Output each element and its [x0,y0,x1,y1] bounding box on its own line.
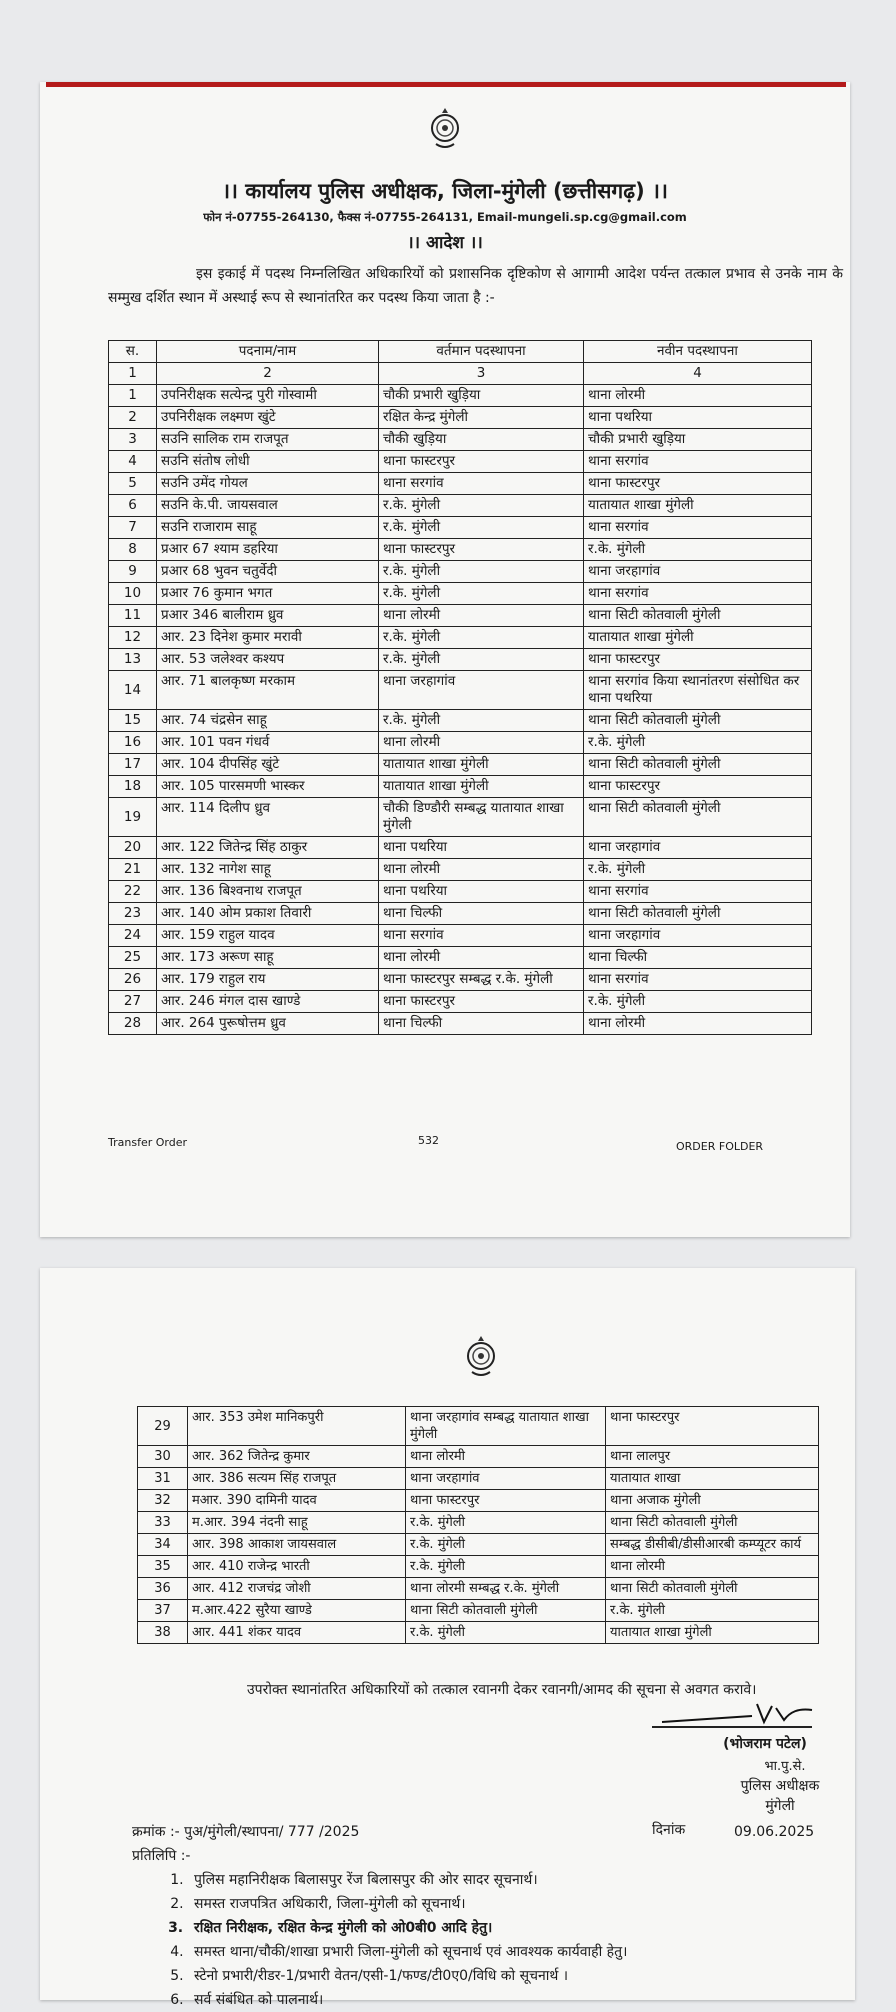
serial-cell: 34 [138,1534,188,1556]
new-posting-cell: थाना सिटी कोतवाली मुंगेली [606,1512,819,1534]
column-number: 4 [584,363,812,385]
name-cell: आर. 53 जलेश्वर कश्यप [157,649,379,671]
table-row [109,969,812,991]
serial-cell: 32 [138,1490,188,1512]
table-row [138,1468,819,1490]
column-number: 3 [379,363,584,385]
order-page-1 [40,82,850,1237]
current-posting-cell: थाना फास्टरपुर [379,451,584,473]
list-item: 6. सर्व संबंधित को पालनार्थ। [188,1988,808,2012]
new-posting-cell: थाना सिटी कोतवाली मुंगेली [584,798,812,837]
order-intro: इस इकाई में पदस्थ निम्नलिखित अधिकारियों को प्रशासनिक दृष्टिकोण से आगामी आदेश पर्यन्त तत्काल प्रभाव से उनके नाम के सम्मुख दर्शित स्थान में अस्थाई रूप से स्थानांतरित कर पदस्थ किया जाता है :- [108,266,843,306]
current-posting-cell: थाना फास्टरपुर सम्बद्ध र.के. मुंगेली [379,969,584,991]
office-title: ।। कार्यालय पुलिस अधीक्षक, जिला-मुंगेली (छत्तीसगढ़) ।। [222,179,668,203]
current-posting-cell: रक्षित केन्द्र मुंगेली [379,407,584,429]
current-posting-cell: थाना जरहागांव [406,1468,606,1490]
list-item: 4. समस्त थाना/चौकी/शाखा प्रभारी जिला-मुंगेली को सूचनार्थ एवं आवश्यक कार्यवाही हेतु। [188,1940,808,1964]
serial-cell: 23 [109,903,157,925]
new-posting-cell: थाना लोरमी [606,1556,819,1578]
serial-cell: 10 [109,583,157,605]
name-cell: मआर. 390 दामिनी यादव [188,1490,406,1512]
name-cell: आर. 173 अरूण साहू [157,947,379,969]
signatory-district: मुंगेली [765,1798,795,1814]
table-row [109,798,812,837]
serial-cell: 38 [138,1622,188,1644]
table-row [138,1556,819,1578]
serial-cell: 2 [109,407,157,429]
serial-cell: 27 [109,991,157,1013]
new-posting-cell: चौकी प्रभारी खुड़िया [584,429,812,451]
name-cell: प्रआर 346 बालीराम ध्रुव [157,605,379,627]
name-cell: आर. 104 दीपसिंह खुंटे [157,754,379,776]
table-row [109,451,812,473]
column-number: 2 [157,363,379,385]
table-row [109,903,812,925]
name-cell: आर. 140 ओम प्रकाश तिवारी [157,903,379,925]
footer-left: Transfer Order [108,1136,187,1149]
date-label: दिनांक [652,1822,686,1838]
name-cell: आर. 246 मंगल दास खाण्डे [157,991,379,1013]
name-cell: सउनि सालिक राम राजपूत [157,429,379,451]
name-cell: आर. 410 राजेन्द्र भारती [188,1556,406,1578]
column-header: स. [109,341,157,363]
current-posting-cell: यातायात शाखा मुंगेली [379,754,584,776]
closing-instruction: उपरोक्त स्थानांतरित अधिकारियों को तत्काल रवानगी देकर रवानगी/आमद की सूचना से अवगत करावे। [247,1682,757,1698]
new-posting-cell: थाना जरहागांव [584,837,812,859]
new-posting-cell: थाना चिल्फी [584,947,812,969]
new-posting-cell: थाना फास्टरपुर [606,1407,819,1446]
serial-cell: 26 [109,969,157,991]
table-row [109,649,812,671]
new-posting-cell: थाना फास्टरपुर [584,776,812,798]
current-posting-cell: र.के. मुंगेली [406,1622,606,1644]
new-posting-cell: थाना फास्टरपुर [584,649,812,671]
name-cell: आर. 136 बिश्वनाथ राजपूत [157,881,379,903]
serial-cell: 14 [109,671,157,710]
current-posting-cell: थाना पथरिया [379,881,584,903]
name-cell: आर. 23 दिनेश कुमार मरावी [157,627,379,649]
current-posting-cell: थाना सरगांव [379,925,584,947]
signatory-name: (भोजराम पटेल) [723,1736,807,1752]
table-row [138,1490,819,1512]
current-posting-cell: थाना फास्टरपुर [379,539,584,561]
name-cell: म.आर.422 सुरैया खाण्डे [188,1600,406,1622]
serial-cell: 28 [109,1013,157,1035]
name-cell: आर. 132 नागेश साहू [157,859,379,881]
current-posting-cell: चौकी खुड़िया [379,429,584,451]
current-posting-cell: थाना जरहागांव [379,671,584,710]
current-posting-cell: र.के. मुंगेली [379,561,584,583]
column-header: वर्तमान पदस्थापना [379,341,584,363]
table-row [138,1622,819,1644]
list-item: 3. रक्षित निरीक्षक, रक्षित केन्द्र मुंगेली को ओ0बी0 आदि हेतु। [188,1916,808,1940]
name-cell: उपनिरीक्षक सत्येन्द्र पुरी गोस्वामी [157,385,379,407]
table-row [109,473,812,495]
table-row [109,495,812,517]
new-posting-cell: थाना सरगांव [584,969,812,991]
new-posting-cell: थाना अजाक मुंगेली [606,1490,819,1512]
new-posting-cell: थाना सरगांव [584,517,812,539]
new-posting-cell: थाना फास्टरपुर [584,473,812,495]
current-posting-cell: र.के. मुंगेली [406,1512,606,1534]
order-heading: ।। आदेश ।। [407,233,483,253]
name-cell: आर. 105 पारसमणी भास्कर [157,776,379,798]
list-item: 5. स्टेनो प्रभारी/रीडर-1/प्रभारी वेतन/एसी-1/फण्ड/टी0ए0/विधि को सूचनार्थ । [188,1964,808,1988]
signatory-designation: पुलिस अधीक्षक [740,1778,820,1794]
table-row [109,605,812,627]
current-posting-cell: थाना लोरमी सम्बद्ध र.के. मुंगेली [406,1578,606,1600]
table-row [109,429,812,451]
table-row [138,1512,819,1534]
new-posting-cell: यातायात शाखा मुंगेली [584,495,812,517]
table-row [109,754,812,776]
new-posting-cell: यातायात शाखा मुंगेली [606,1622,819,1644]
table-row [138,1600,819,1622]
current-posting-cell: थाना लोरमी [379,947,584,969]
serial-cell: 3 [109,429,157,451]
serial-cell: 31 [138,1468,188,1490]
table-row [109,925,812,947]
current-posting-cell: थाना लोरमी [379,859,584,881]
name-cell: आर. 398 आकाश जायसवाल [188,1534,406,1556]
current-posting-cell: र.के. मुंगेली [379,710,584,732]
table-row [138,1407,819,1446]
name-cell: सउनि उमेंद गोयल [157,473,379,495]
table-row [138,1578,819,1600]
table-row [109,732,812,754]
name-cell: आर. 441 शंकर यादव [188,1622,406,1644]
serial-cell: 8 [109,539,157,561]
name-cell: सउनि राजाराम साहू [157,517,379,539]
table-row [109,776,812,798]
new-posting-cell: यातायात शाखा मुंगेली [584,627,812,649]
serial-cell: 4 [109,451,157,473]
name-cell: आर. 71 बालकृष्ण मरकाम [157,671,379,710]
serial-cell: 25 [109,947,157,969]
table-row [138,1534,819,1556]
new-posting-cell: र.के. मुंगेली [606,1600,819,1622]
current-posting-cell: र.के. मुंगेली [379,627,584,649]
serial-cell: 6 [109,495,157,517]
column-number-row [109,363,812,385]
name-cell: आर. 264 पुरूषोत्तम ध्रुव [157,1013,379,1035]
new-posting-cell: थाना सरगांव किया स्थानांतरण संसोधित कर थाना पथरिया [584,671,812,710]
page-top-edge [46,82,846,87]
new-posting-cell: थाना पथरिया [584,407,812,429]
serial-cell: 7 [109,517,157,539]
new-posting-cell: थाना सरगांव [584,881,812,903]
current-posting-cell: र.के. मुंगेली [379,517,584,539]
column-header: पदनाम/नाम [157,341,379,363]
name-cell: सउनि संतोष लोधी [157,451,379,473]
serial-cell: 5 [109,473,157,495]
list-item: 1. पुलिस महानिरीक्षक बिलासपुर रेंज बिलासपुर की ओर सादर सूचनार्थ। [188,1868,808,1892]
name-cell: आर. 159 राहुल यादव [157,925,379,947]
current-posting-cell: चौकी डिण्डौरी सम्बद्ध यातायात शाखा मुंगेली [379,798,584,837]
current-posting-cell: र.के. मुंगेली [379,495,584,517]
table-row [109,947,812,969]
order-page-2 [40,1268,855,2008]
new-posting-cell: थाना सिटी कोतवाली मुंगेली [584,605,812,627]
new-posting-cell: र.के. मुंगेली [584,732,812,754]
serial-cell: 1 [109,385,157,407]
current-posting-cell: थाना लोरमी [379,732,584,754]
current-posting-cell: र.के. मुंगेली [406,1556,606,1578]
new-posting-cell: थाना सिटी कोतवाली मुंगेली [584,710,812,732]
new-posting-cell: र.के. मुंगेली [584,859,812,881]
name-cell: प्रआर 67 श्याम डहरिया [157,539,379,561]
table-row [109,407,812,429]
serial-cell: 11 [109,605,157,627]
table-row [109,1013,812,1035]
table-row [109,837,812,859]
police-emblem-icon [464,1334,498,1378]
current-posting-cell: थाना सिटी कोतवाली मुंगेली [406,1600,606,1622]
name-cell: सउनि के.पी. जायसवाल [157,495,379,517]
signature-line [652,1726,812,1728]
new-posting-cell: थाना जरहागांव [584,925,812,947]
new-posting-cell: थाना सिटी कोतवाली मुंगेली [584,903,812,925]
new-posting-cell: र.के. मुंगेली [584,539,812,561]
name-cell: आर. 362 जितेन्द्र कुमार [188,1446,406,1468]
current-posting-cell: थाना चिल्फी [379,903,584,925]
serial-cell: 36 [138,1578,188,1600]
name-cell: आर. 122 जितेन्द्र सिंह ठाकुर [157,837,379,859]
transfer-table-2 [137,1406,819,1644]
serial-cell: 20 [109,837,157,859]
serial-cell: 33 [138,1512,188,1534]
new-posting-cell: र.के. मुंगेली [584,991,812,1013]
copy-label: प्रतिलिपि :- [132,1848,191,1864]
name-cell: म.आर. 394 नंदनी साहू [188,1512,406,1534]
serial-cell: 12 [109,627,157,649]
current-posting-cell: यातायात शाखा मुंगेली [379,776,584,798]
new-posting-cell: थाना लोरमी [584,1013,812,1035]
table-row [109,671,812,710]
serial-cell: 19 [109,798,157,837]
current-posting-cell: थाना पथरिया [379,837,584,859]
serial-cell: 35 [138,1556,188,1578]
current-posting-cell: र.के. मुंगेली [406,1534,606,1556]
serial-cell: 16 [109,732,157,754]
current-posting-cell: र.के. मुंगेली [379,583,584,605]
current-posting-cell: थाना फास्टरपुर [379,991,584,1013]
office-contact: फोन नं-07755-264130, फैक्स नं-07755-264131, Email-mungeli.sp.cg@gmail.com [203,210,687,224]
current-posting-cell: थाना जरहागांव सम्बद्ध यातायात शाखा मुंगेली [406,1407,606,1446]
name-cell: प्रआर 68 भुवन चतुर्वेदी [157,561,379,583]
current-posting-cell: थाना लोरमी [379,605,584,627]
name-cell: आर. 386 सत्यम सिंह राजपूत [188,1468,406,1490]
serial-cell: 37 [138,1600,188,1622]
table-row [109,710,812,732]
new-posting-cell: थाना सिटी कोतवाली मुंगेली [584,754,812,776]
serial-cell: 13 [109,649,157,671]
table-row [109,881,812,903]
table-row [109,859,812,881]
serial-cell: 22 [109,881,157,903]
serial-cell: 29 [138,1407,188,1446]
current-posting-cell: र.के. मुंगेली [379,649,584,671]
new-posting-cell: यातायात शाखा [606,1468,819,1490]
column-header: नवीन पदस्थापना [584,341,812,363]
table-header-row [109,341,812,363]
table-row [109,583,812,605]
table-row [109,561,812,583]
order-date: 09.06.2025 [734,1824,815,1840]
current-posting-cell: चौकी प्रभारी खुड़िया [379,385,584,407]
police-emblem-icon [428,106,462,150]
name-cell: आर. 412 राजचंद्र जोशी [188,1578,406,1600]
table-row [109,517,812,539]
transfer-table-1 [108,340,812,1035]
current-posting-cell: थाना लोरमी [406,1446,606,1468]
table-row [109,385,812,407]
new-posting-cell: सम्बद्ध डीसीबी/डीसीआरबी कम्प्यूटर कार्य [606,1534,819,1556]
serial-cell: 15 [109,710,157,732]
table-row [109,991,812,1013]
list-item: 2. समस्त राजपत्रित अधिकारी, जिला-मुंगेली को सूचनार्थ। [188,1892,808,1916]
column-number: 1 [109,363,157,385]
name-cell: आर. 114 दिलीप ध्रुव [157,798,379,837]
current-posting-cell: थाना फास्टरपुर [406,1490,606,1512]
new-posting-cell: थाना सिटी कोतवाली मुंगेली [606,1578,819,1600]
reference-number: क्रमांक :- पुअ/मुंगेली/स्थापना/ 777 /2025 [132,1824,360,1840]
copy-list [160,1868,808,2012]
current-posting-cell: थाना सरगांव [379,473,584,495]
table-row [138,1446,819,1468]
new-posting-cell: थाना लालपुर [606,1446,819,1468]
new-posting-cell: थाना सरगांव [584,583,812,605]
serial-cell: 17 [109,754,157,776]
name-cell: आर. 353 उमेश मानिकपुरी [188,1407,406,1446]
current-posting-cell: थाना चिल्फी [379,1013,584,1035]
serial-cell: 18 [109,776,157,798]
serial-cell: 24 [109,925,157,947]
serial-cell: 30 [138,1446,188,1468]
serial-cell: 21 [109,859,157,881]
name-cell: उपनिरीक्षक लक्ष्मण खुंटे [157,407,379,429]
serial-cell: 9 [109,561,157,583]
table-row [109,627,812,649]
name-cell: आर. 74 चंद्रसेन साहू [157,710,379,732]
table-row [109,539,812,561]
name-cell: आर. 179 राहुल राय [157,969,379,991]
new-posting-cell: थाना जरहागांव [584,561,812,583]
name-cell: आर. 101 पवन गंधर्व [157,732,379,754]
new-posting-cell: थाना लोरमी [584,385,812,407]
new-posting-cell: थाना सरगांव [584,451,812,473]
footer-page-number: 532 [418,1134,439,1147]
footer-right: ORDER FOLDER [676,1140,764,1153]
signatory-service: भा.पु.से. [764,1759,806,1774]
name-cell: प्रआर 76 कुमान भगत [157,583,379,605]
